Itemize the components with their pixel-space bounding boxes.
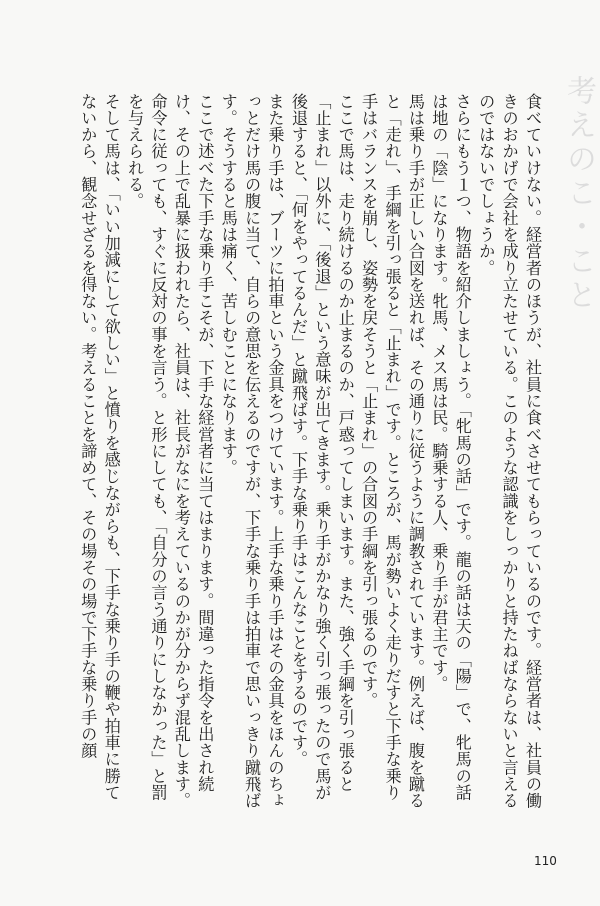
- body-text: [78, 93, 544, 813]
- paragraph-4: ここで馬は、走り続けるのか止まるのか、戸惑ってしまいます。また、強く手綱を引っ張ると「止まれ」以外に、「後退」という意味が出てきます。乗り手がかなり強く引っ張ったので馬が後退すると、「何をやってるんだ」と蹴飛ばす。下手な乗り手はこんなことをするのです。: [288, 93, 355, 801]
- paragraph-5: また乗り手は、ブーツに拍車という金具をつけています。上手な乗り手はその金具をほんのちょっとだけ馬の腹に当て、自らの意思を伝えるのですが、下手な乗り手は拍車で思いっきり蹴飛ばす。そうすると馬は痛く、苦しむことになります。: [218, 93, 285, 809]
- paragraph-1: 食べていけない。経営者のほうが、社員に食べさせてもらっているのです。経営者は、社員の働きのおかげで会社を成り立たせている。このような認識をしっかりと持たねばならないと言えるのではないでしょうか。: [476, 93, 542, 809]
- paragraph-2: さらにもう１つ、物語を紹介しましょう。「牝馬の話」です。龍の話は天の「陽」で、牝馬の話は地の「陰」になります。牝馬、メス馬は民。騎乗する人、乗り手が君主です。: [429, 93, 472, 801]
- bleed-through-text: 考えのこ・こと: [561, 75, 596, 313]
- paragraph-6: ここで述べた下手な乗り手こそが、下手な経営者に当てはまります。間違った指令を出され続け、その上で乱暴に扱われたら、社員は、社長がなにを考えているのかが分からず混乱します。命令に従っても、すぐに反対の事を言う。と形にしても、「自分の言う通りにしなかった」と罰を与えられる。: [125, 93, 215, 809]
- paragraph-7: そして馬は、「いい加減にして欲しい」と憤りを感じながらも、下手な乗り手の鞭や拍車に勝てないから、観念せざるを得ない。考えることを諦めて、その場その場で下手な乗り手の顔: [78, 93, 121, 801]
- paragraph-3: 馬は乗り手が正しい合図を送れば、その通りに従うように調教されています。例えば、腹を蹴ると「走れ」、手綱を引っ張ると「止まれ」です。ところが、馬が勢いよく走りだすと下手な乗り手はバランスを崩し、姿勢を戻そうと「止まれ」の合図の手綱を引っ張るのです。: [359, 93, 425, 809]
- page-number: 110: [534, 854, 557, 868]
